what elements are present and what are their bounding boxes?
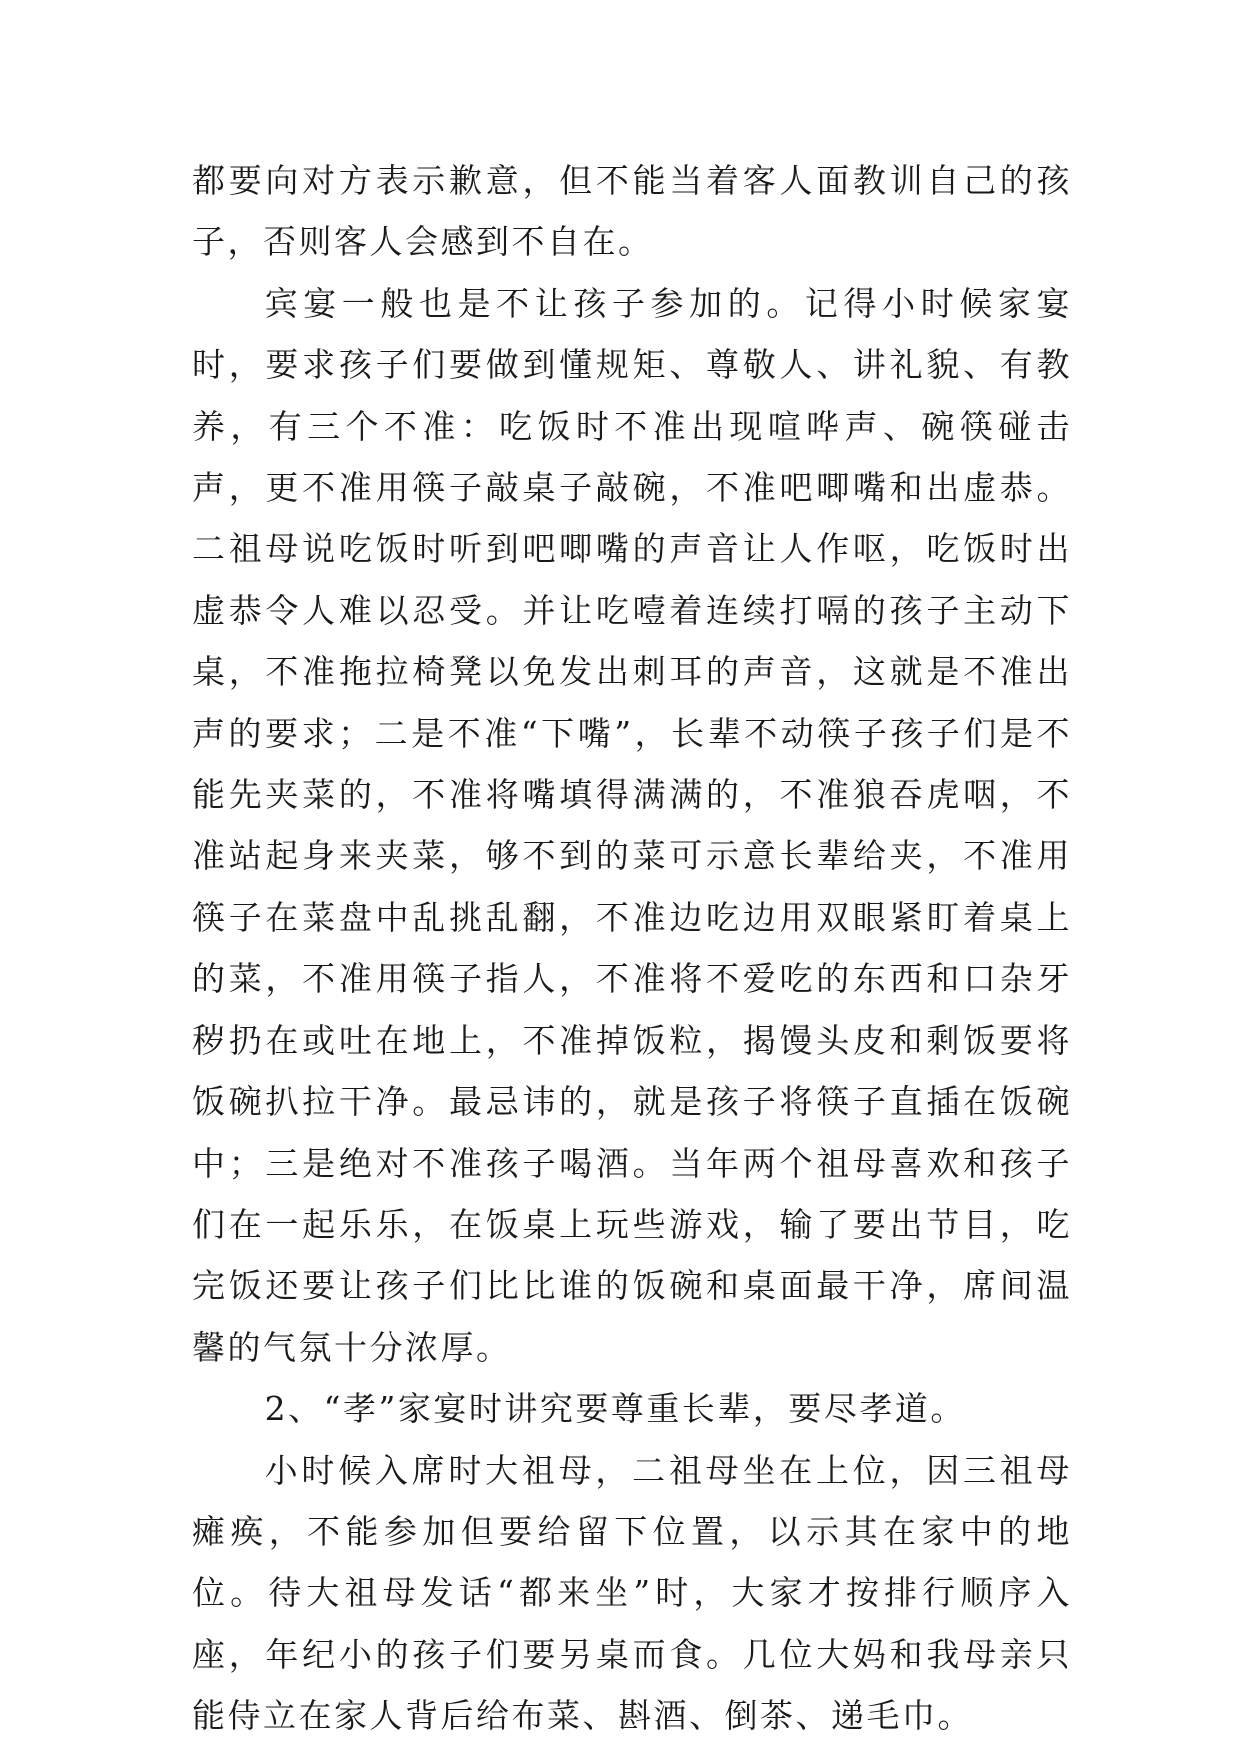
paragraph-continuation: 都要向对方表示歉意，但不能当着客人面教训自己的孩子，否则客人会感到不自在。 (192, 161, 1072, 262)
paragraph-banquet-rules: 宾宴一般也是不让孩子参加的。记得小时候家宴时，要求孩子们要做到懂规矩、尊敬人、讲礼貌、有教养，有三个不准：吃饭时不准出现喧哗声、碗筷碰击声，更不准用筷子敲桌子敲碗，不准吧唧嘴和出虚恭。二祖母说吃饭时听到吧唧嘴的声音让人作呕，吃饭时出虚恭令人难以忍受。并让吃噎着连续打嗝的孩子主动下桌，不准拖拉椅凳以免发出刺耳的声音，这就是不准出声的要求；二是不准“下嘴”，长辈不动筷子孩子们是不能先夹菜的，不准将嘴填得满满的，不准狼吞虎咽，不准站起身来夹菜，够不到的菜可示意长辈给夹，不准用筷子在菜盘中乱挑乱翻，不准边吃边用双眼紧盯着桌上的菜，不准用筷子指人，不准将不爱吃的东西和口杂牙秽扔在或吐在地上，不准掉饭粒，揭馒头皮和剩饭要将饭碗扒拉干净。最忌讳的，就是孩子将筷子直插在饭碗中；三是绝对不准孩子喝酒。当年两个祖母喜欢和孩子们在一起乐乐，在饭桌上玩些游戏，输了要出节目，吃完饭还要让孩子们比比谁的饭碗和桌面最干净，席间温馨的气氛十分浓厚。 (192, 283, 1072, 1367)
paragraph-seating: 小时候入席时大祖母，二祖母坐在上位，因三祖母瘫痪，不能参加但要给留下位置，以示其在家中的地位。待大祖母发话“都来坐”时，大家才按排行顺序入座，年纪小的孩子们要另桌而食。几位大妈和我母亲只能侍立在家人背后给布菜、斟酒、倒茶、递毛巾。 (192, 1450, 1072, 1736)
paragraph-filial-heading: 2、“孝”家宴时讲究要尊重长辈，要尽孝道。 (264, 1389, 966, 1429)
document-body (192, 150, 1072, 1747)
